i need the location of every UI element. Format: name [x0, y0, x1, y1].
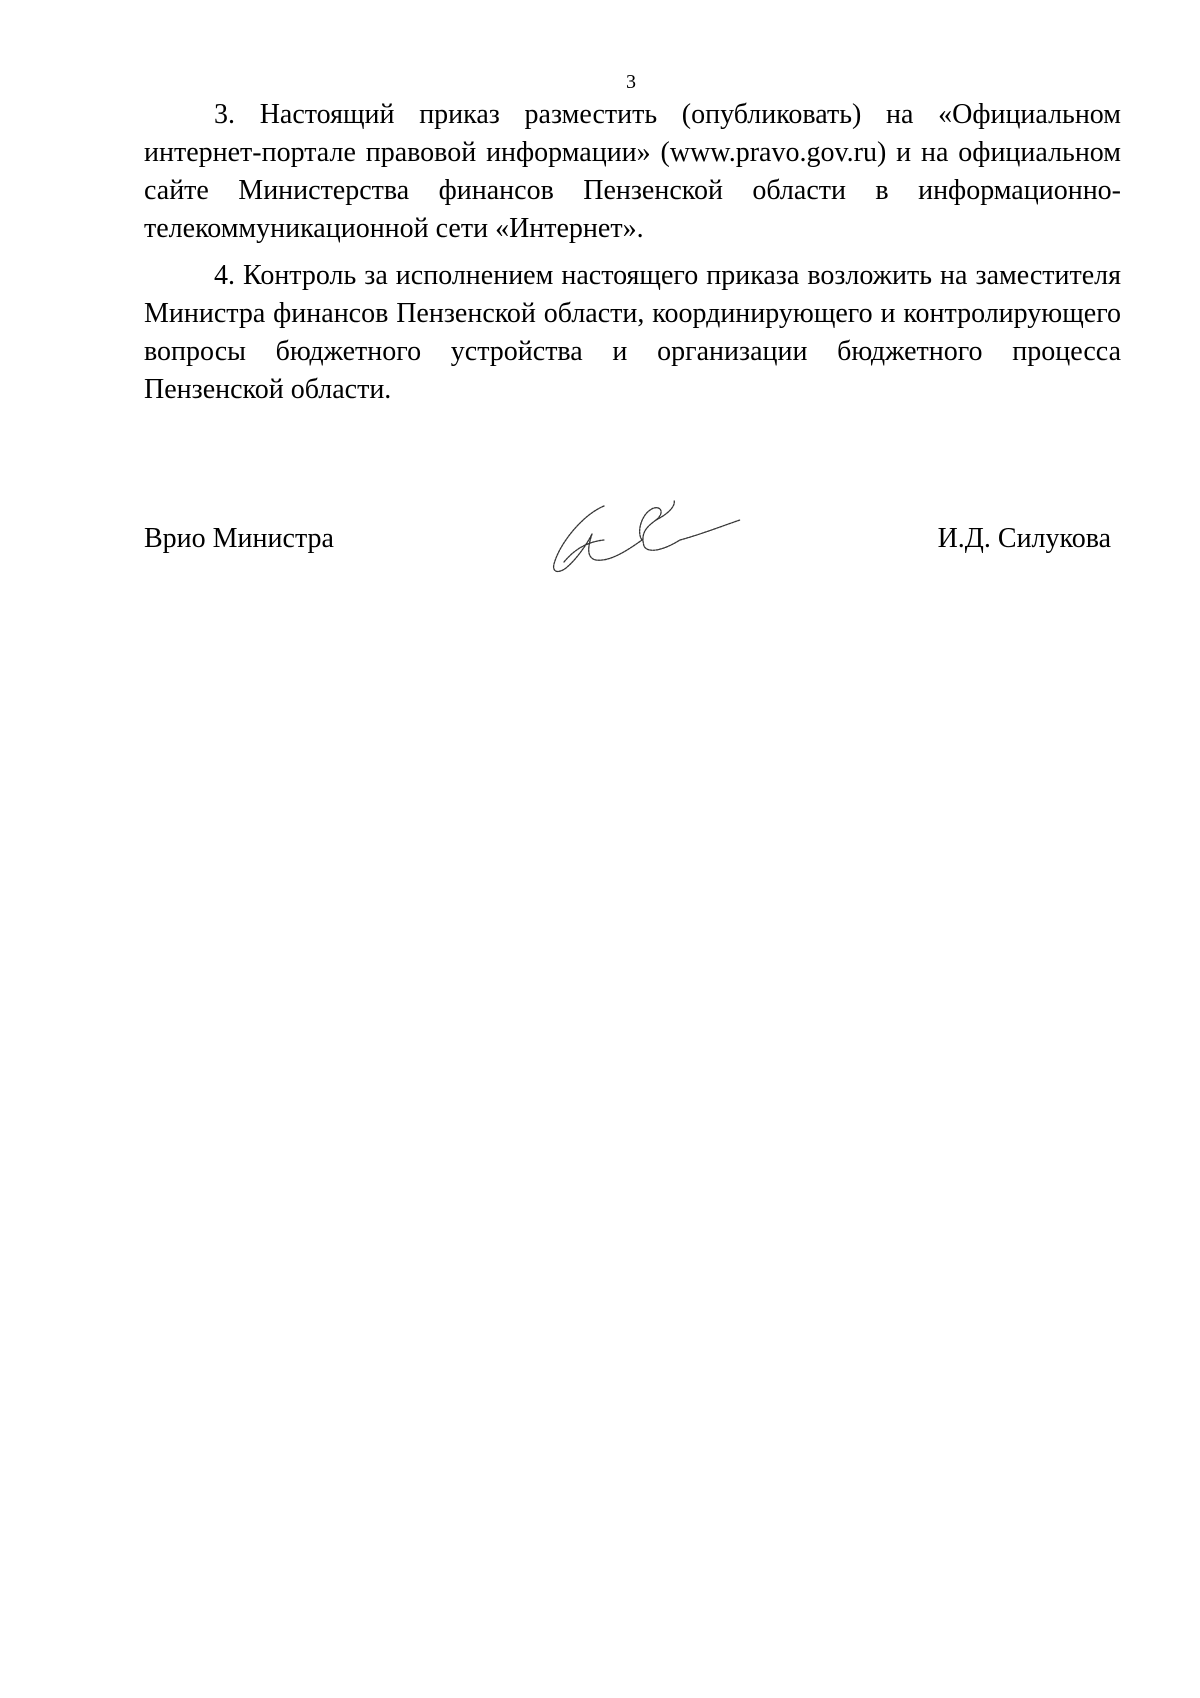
page-number: 3 [626, 71, 636, 93]
handwritten-signature [544, 492, 744, 582]
signatory-position: Врио Министра [144, 523, 334, 554]
signatory-name: И.Д. Силукова [937, 523, 1111, 554]
signature-block [144, 500, 1121, 610]
paragraph-3: 3. Настоящий приказ разместить (опубликовать) на «Официальном интернет-портале правовой информации» (www.pravo.gov.ru) и на официальном сайте Министерства финансов Пензенской области в информационно-телекоммуникационной сети «Интернет». [144, 99, 1121, 244]
paragraph-4: 4. Контроль за исполнением настоящего приказа возложить на заместителя Министра финансов Пензенской области, координирующего и контролирующего вопросы бюджетного устройства и организации бюджетного процесса Пензенской области. [144, 260, 1121, 405]
